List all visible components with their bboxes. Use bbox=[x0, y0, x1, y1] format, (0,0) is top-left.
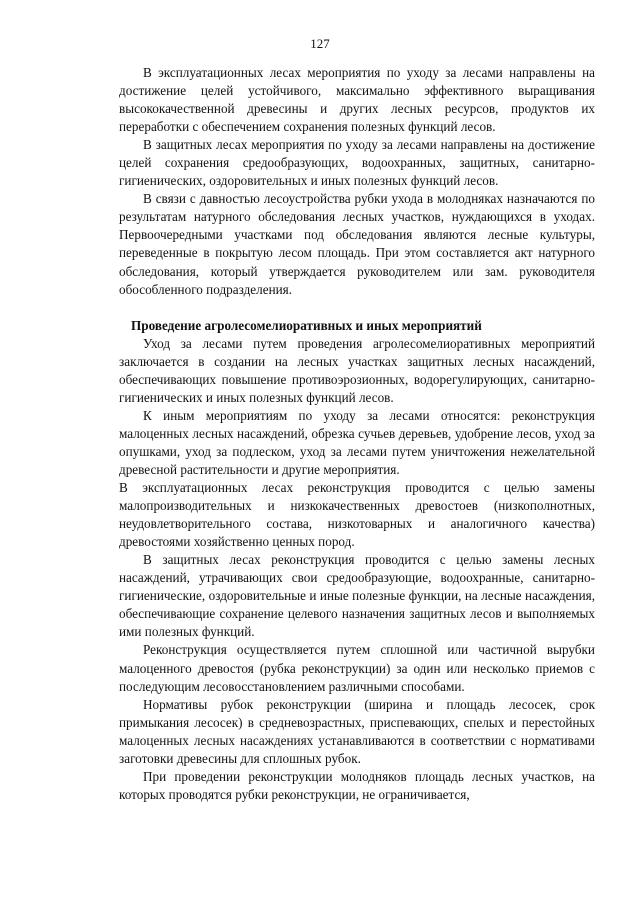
paragraph-reconstruction-norms: Нормативы рубок реконструкции (ширина и площадь лесосек, срок примыкания лесосек) в средневозрастных, приспевающих, спелых и перестойных малоценных лесных насаждениях устанавливаются в соответствии с нормативами заготовки древесины для сплошных рубок. bbox=[119, 696, 595, 766]
page-number: 127 bbox=[310, 36, 330, 51]
paragraph-agroforestry: Уход за лесами путем проведения агролесомелиоративных мероприятий заключается в создании на лесных участках защитных лесных насаждений, обеспечивающих повышение противоэрозионных, водорегулирующих, санитарно-гигиенических и иных полезных функций лесов. bbox=[119, 335, 595, 405]
paragraph-reconstruction-exploitation: В эксплуатационных лесах реконструкция проводится с целью замены малопроизводительных и низкокачественных древостоев (низкополнотных, неудовлетворительного состава, низкотоварных и аналогичного качества) древостоями хозяйственно ценных пород. bbox=[119, 480, 595, 550]
paragraph-reconstruction-protective: В защитных лесах реконструкция проводится с целью замены лесных насаждений, утрачивающих свои средообразующие, водоохранные, санитарно-гигиенические, оздоровительные и иные полезные функции, на лесные насаждения, обеспечивающие сохранение целевого назначения защитных лесов и выполняемых ими полезных функций. bbox=[119, 552, 595, 640]
paragraph-protective-forests: В защитных лесах мероприятия по уходу за лесами направлены на достижение целей сохранения средообразующих, водоохранных, защитных, санитарно-гигиенических, оздоровительных и иных полезных функций лесов. bbox=[119, 137, 595, 189]
paragraph-young-stands: При проведении реконструкции молодняков площадь лесных участков, на которых проводятся рубки реконструкции, не ограничивается, bbox=[119, 768, 595, 802]
paragraph-exploitation-forests: В эксплуатационных лесах мероприятия по уходу за лесами направлены на достижение целей устойчивого, максимально эффективного выращивания высококачественной древесины и других лесных ресурсов, продуктов их переработки с обеспечением сохранения полезных функций лесов. bbox=[119, 65, 595, 135]
paragraph-forest-inventory: В связи с давностью лесоустройства рубки ухода в молодняках назначаются по результатам натурного обследования лесных участков, нуждающихся в уходах. Первоочередными участками под обследования являются лесные культуры, переведенные в покрытую лесом площадь. При этом составляется акт натурного обследования, который утверждается руководителем или зам. руководителя обособленного подразделения. bbox=[119, 191, 595, 297]
paragraph-other-measures: К иным мероприятиям по уходу за лесами относятся: реконструкция малоценных лесных насаждений, обрезка сучьев деревьев, удобрение лесов, уход за опушками, уход за подлеском, уход за лесами путем уничтожения нежелательной древесной растительности и другие мероприятия. bbox=[119, 407, 595, 477]
paragraph-spacer bbox=[119, 299, 595, 317]
paragraph-reconstruction-method: Реконструкция осуществляется путем сплошной или частичной вырубки малоценного древостоя (рубка реконструкции) за один или несколько приемов с последующим лесовосстановлением различными способами. bbox=[119, 642, 595, 694]
section-heading: Проведение агролесомелиоративных и иных мероприятий bbox=[131, 317, 482, 333]
document-body bbox=[119, 64, 595, 804]
